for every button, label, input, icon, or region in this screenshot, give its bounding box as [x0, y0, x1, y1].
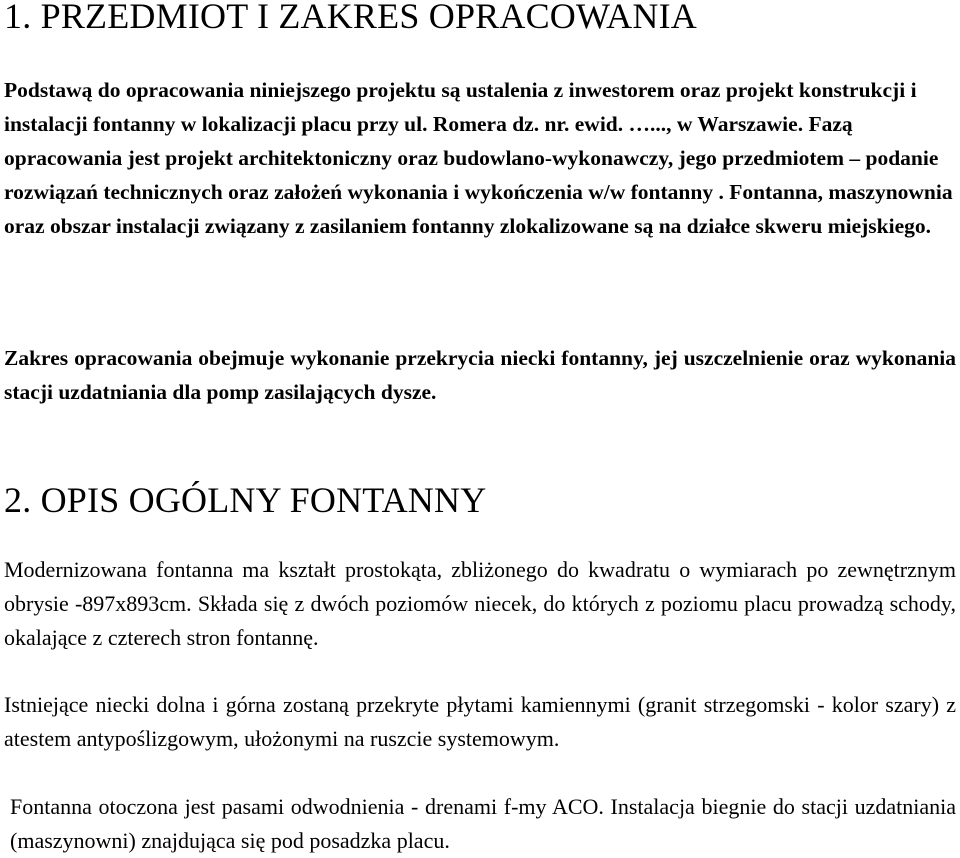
section-1-heading: 1. PRZEDMIOT I ZAKRES OPRACOWANIA	[4, 0, 697, 36]
section-2-paragraph-1: Modernizowana fontanna ma kształt prostokąta, zbliżonego do kwadratu o wymiarach po zewnętrznym obrysie -897x893cm. Składa się z dwóch poziomów niecek, do których z poziomu placu prowadzą schody, okalające z czterech stron fontannę.	[4, 557, 956, 650]
section-2-heading: 2. OPIS OGÓLNY FONTANNY	[4, 480, 487, 520]
section-2-paragraph-3: Fontanna otoczona jest pasami odwodnienia - drenami f-my ACO. Instalacja biegnie do stacji uzdatniania (maszynowni) znajdująca się pod posadzka placu.	[10, 794, 956, 853]
section-2-paragraph-2: Istniejące niecki dolna i górna zostaną przekryte płytami kamiennymi (granit strzegomski - kolor szary) z atestem antypoślizgowym, ułożonymi na ruszcie systemowym.	[4, 692, 956, 751]
section-1-paragraph-1: Podstawą do opracowania niniejszego projektu są ustalenia z inwestorem oraz projekt konstrukcji i instalacji fontanny w lokalizacji placu przy ul. Romera dz. nr. ewid. …..., w Warszawie. Fazą opracowania jest projekt architektoniczny oraz budowlano-wykonawczy, jego przedmiotem – podanie rozwiązań technicznych oraz założeń wykonania i wykończenia w/w fontanny . Fontanna, maszynownia oraz obszar instalacji związany z zasilaniem fontanny zlokalizowane są na działce skweru miejskiego.	[4, 78, 953, 238]
section-1-paragraph-2: Zakres opracowania obejmuje wykonanie przekrycia niecki fontanny, jej uszczelnienie oraz wykonania stacji uzdatniania dla pomp zasilających dysze.	[4, 346, 956, 404]
